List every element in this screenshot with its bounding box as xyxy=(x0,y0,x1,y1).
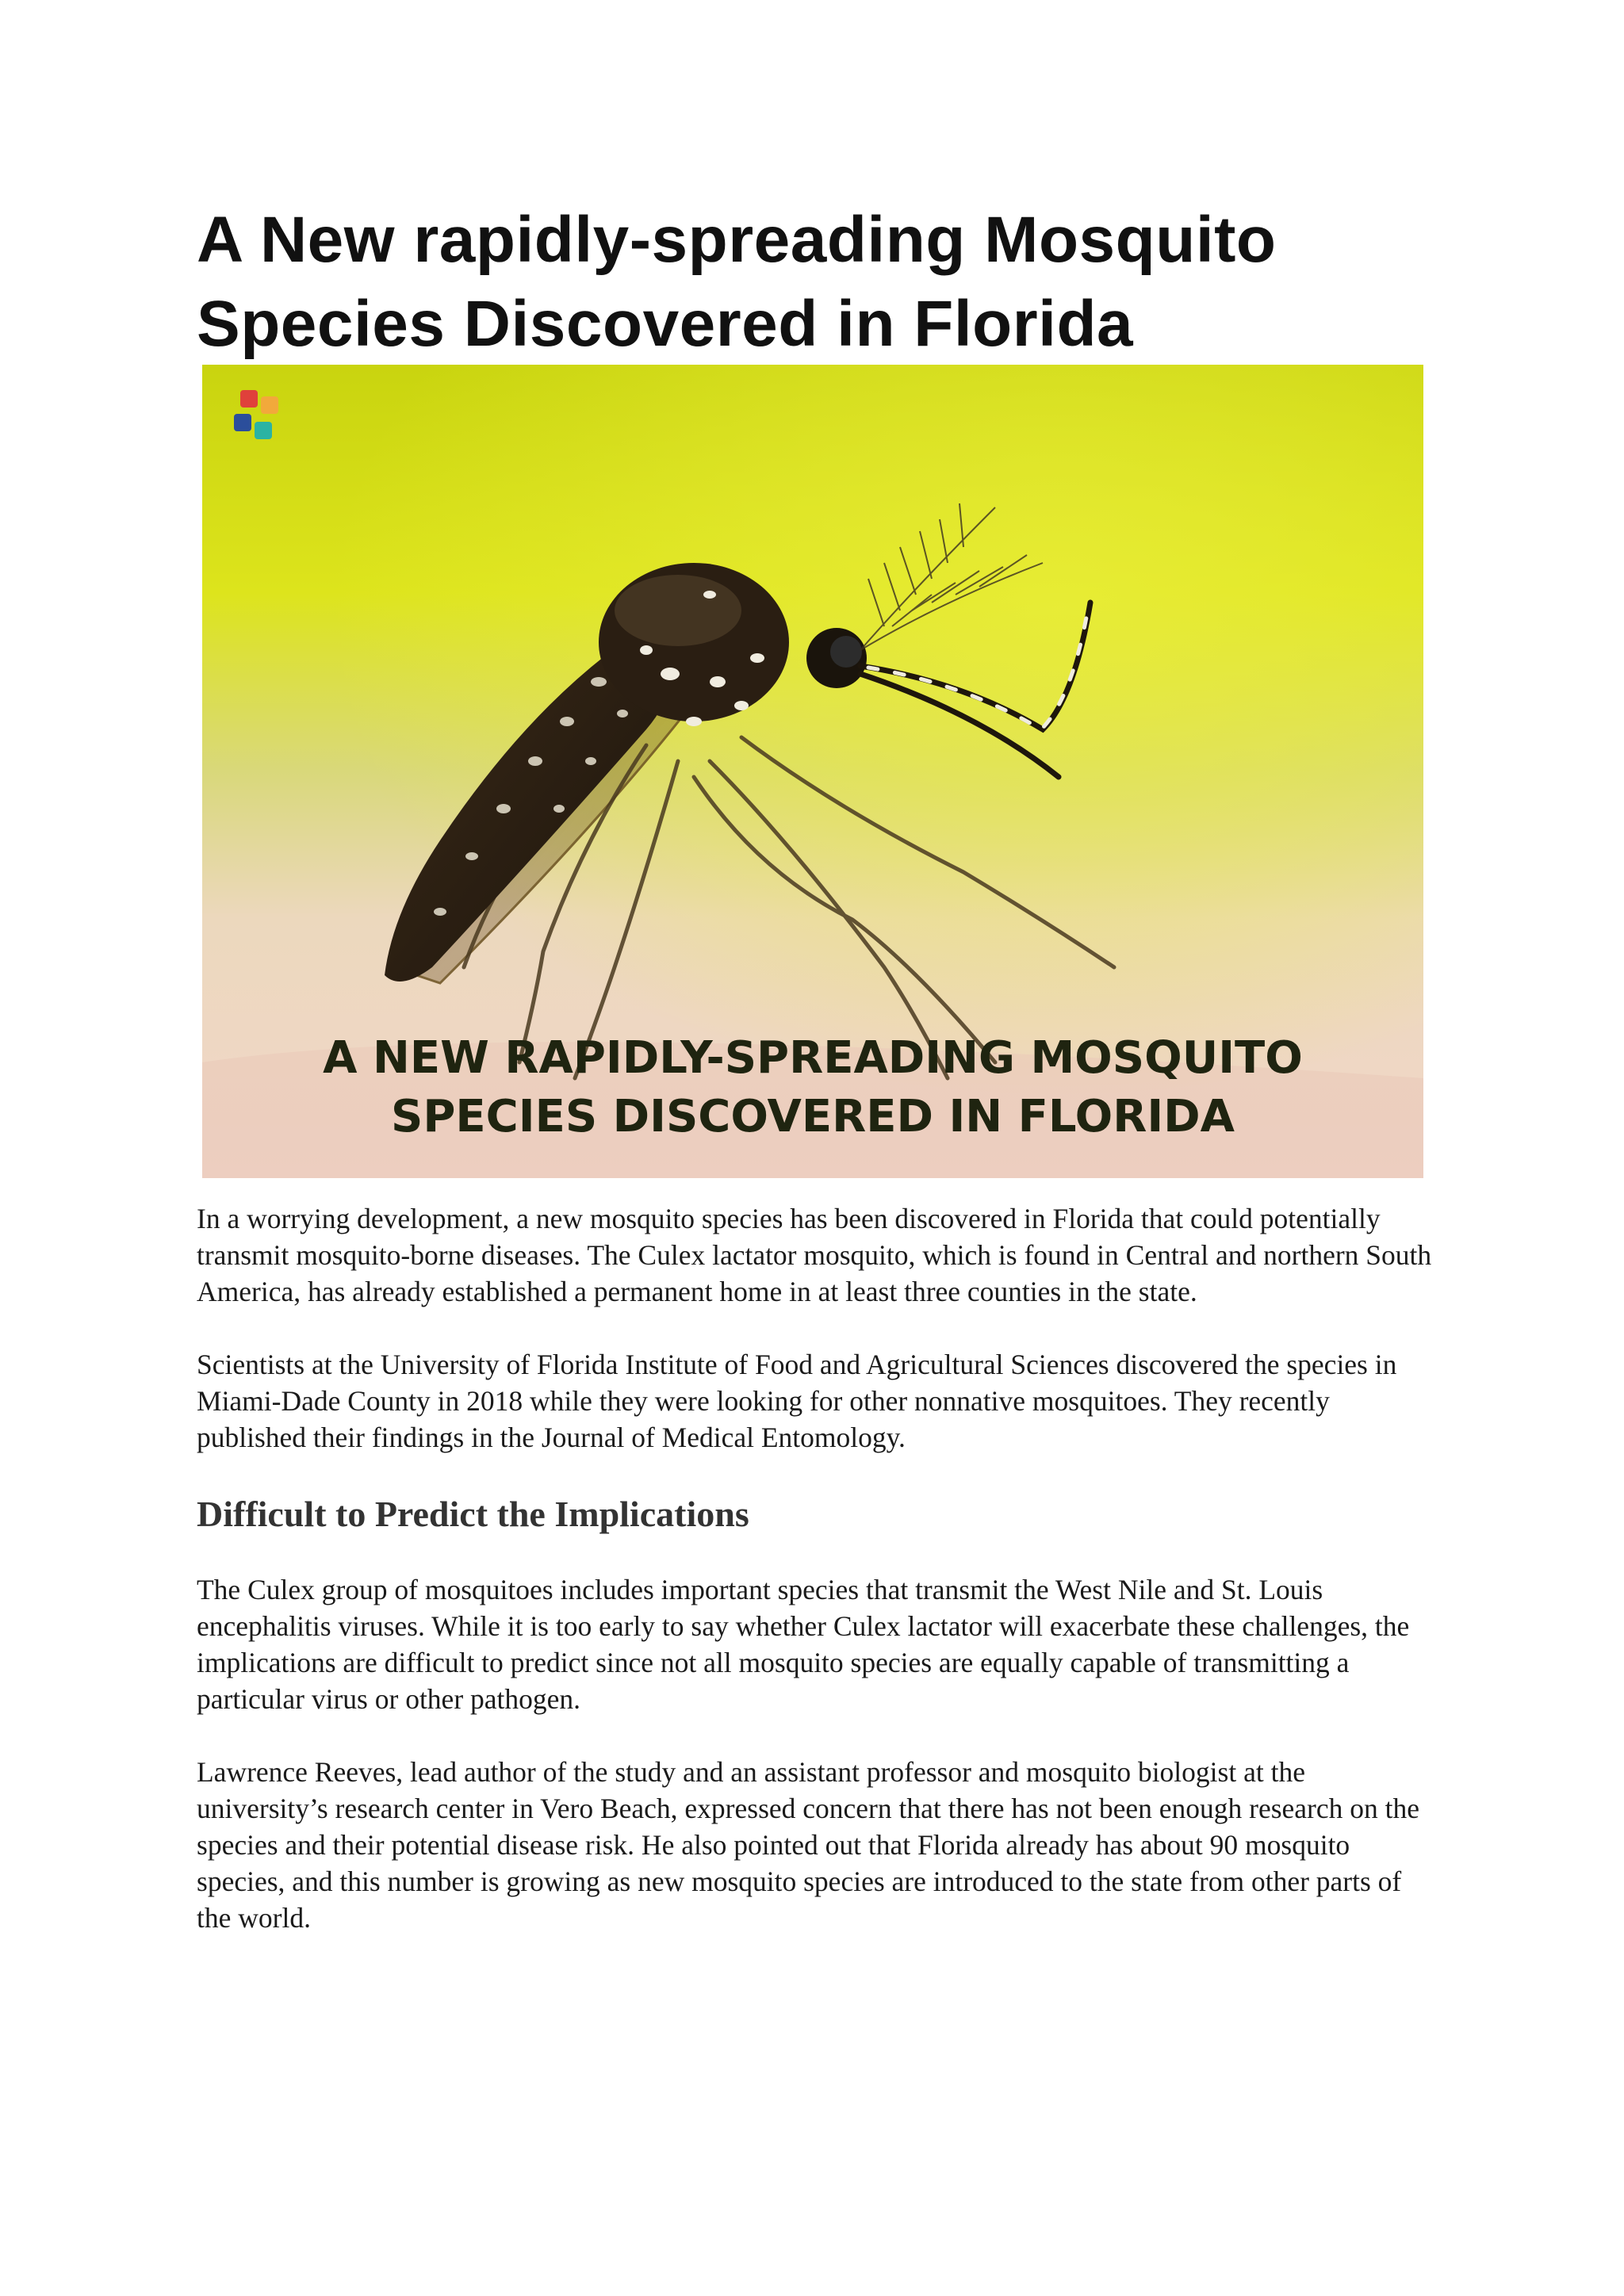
article-page xyxy=(197,198,1434,1973)
article-title: A New rapidly-spreading Mosquito Species Discovered in Florida xyxy=(197,204,1277,360)
paragraph-culex-group: The Culex group of mosquitoes includes important species that transmit the West Nile and St. Louis encephalitis viruses. While it is too early to say whether Culex lactator will exacerbate these challenges, the implications are difficult to predict since not all mosquito species are equally capable of transmitting a particular virus or other pathogen. xyxy=(197,1574,1410,1715)
paragraph-intro: In a worrying development, a new mosquito species has been discovered in Florida that could potentially transmit mosquito-borne diseases. The Culex lactator mosquito, which is found in Central and northern South America, has already established a permanent home in at least three counties in the state. xyxy=(197,1203,1432,1307)
hero-image xyxy=(202,365,1423,1178)
hero-caption-line1: A NEW RAPIDLY-SPREADING MOSQUITO xyxy=(323,1032,1303,1084)
paragraph-discovery: Scientists at the University of Florida Institute of Food and Agricultural Sciences discovered the species in Miami-Dade County in 2018 while they were looking for other nonnative mosquitoes. They recently published their findings in the Journal of Medical Entomology. xyxy=(197,1349,1397,1453)
article-body xyxy=(197,1200,1434,1936)
hero-caption xyxy=(202,1029,1423,1146)
paragraph-reeves: Lawrence Reeves, lead author of the study and an assistant professor and mosquito biologist at the university’s research center in Vero Beach, expressed concern that there has not been enough research on the species and their potential disease risk. He also pointed out that Florida already has about 90 mosquito species, and this number is growing as new mosquito species are introduced to the state from other parts of the world. xyxy=(197,1756,1419,1934)
section-heading-implications: Difficult to Predict the Implications xyxy=(197,1494,749,1534)
hero-caption-line2: SPECIES DISCOVERED IN FLORIDA xyxy=(391,1091,1235,1142)
